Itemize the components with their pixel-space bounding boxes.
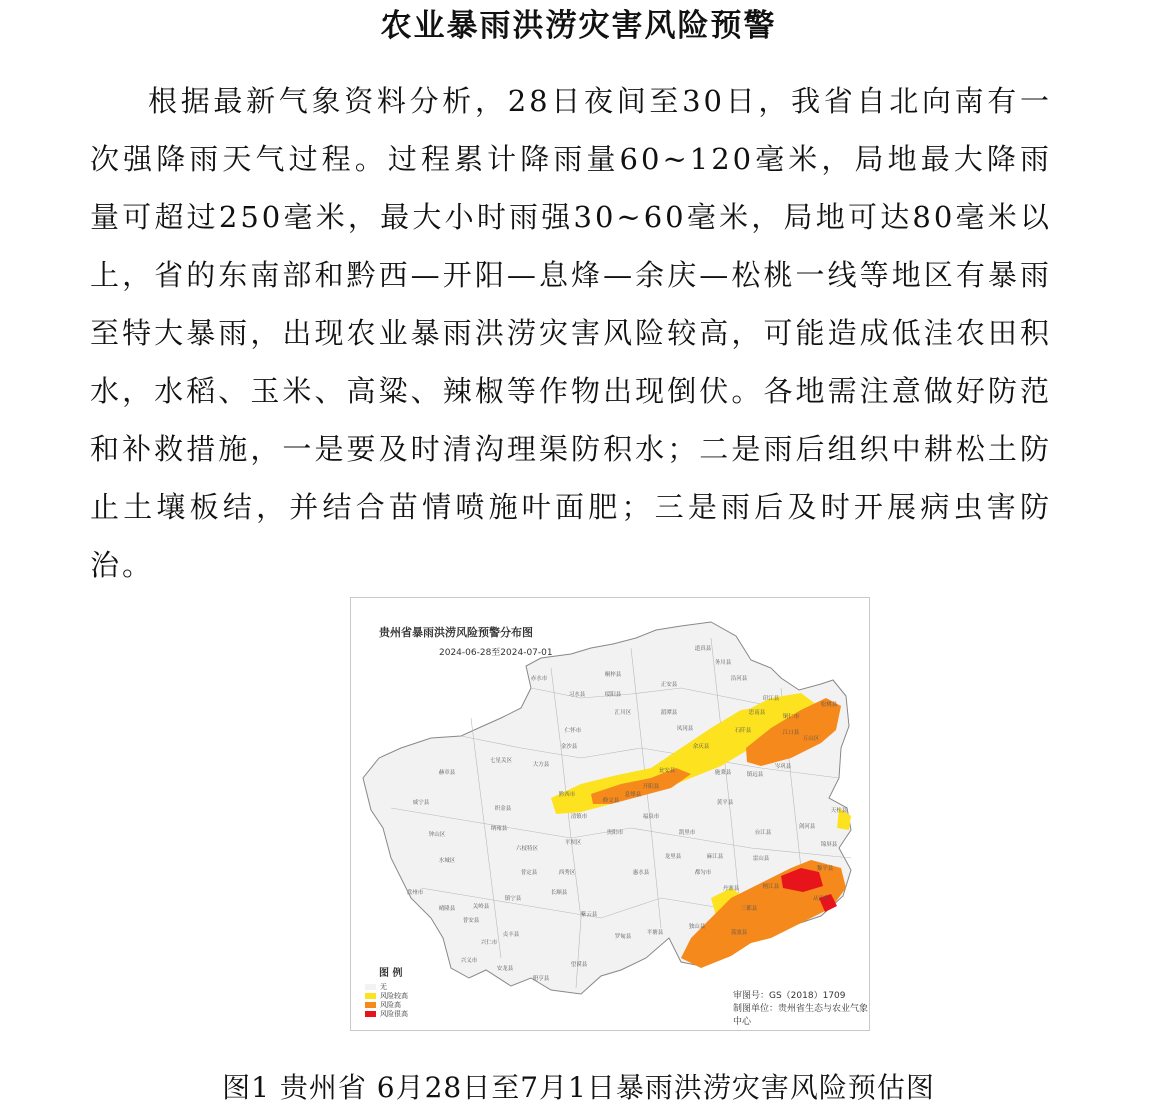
county-label: 岑巩县 [774, 764, 792, 770]
county-label: 荔波县 [730, 930, 748, 936]
county-label: 威宁县 [412, 800, 430, 806]
county-label: 余庆县 [692, 744, 710, 750]
map-producer: 制图单位：贵州省生态与农业气象中心 [733, 1004, 869, 1027]
county-label: 册亨县 [532, 976, 550, 982]
county-label: 思南县 [748, 710, 766, 716]
county-label: 正安县 [660, 682, 678, 688]
county-label: 凤冈县 [676, 726, 694, 732]
county-label: 天柱县 [830, 808, 848, 814]
county-label: 镇远县 [746, 772, 764, 778]
county-label: 仁怀市 [564, 728, 582, 734]
county-label: 雷山县 [752, 856, 770, 862]
county-label: 黎平县 [816, 866, 834, 872]
county-label: 平坝区 [564, 840, 582, 846]
county-label: 三都县 [740, 906, 758, 912]
county-label: 剑河县 [798, 824, 816, 830]
county-label: 六枝特区 [515, 846, 539, 852]
document-title: 农业暴雨洪涝灾害风险预警 [380, 8, 777, 44]
county-label: 七星关区 [489, 758, 513, 764]
county-label: 罗甸县 [614, 934, 632, 940]
county-label: 道真县 [694, 646, 712, 652]
county-label: 盘州市 [406, 890, 424, 896]
county-label: 贵阳市 [606, 830, 624, 836]
county-label: 黔西市 [558, 792, 576, 798]
county-label: 桐梓县 [604, 672, 622, 678]
county-label: 修文县 [602, 798, 620, 804]
county-label: 习水县 [568, 692, 586, 698]
county-label: 惠水县 [632, 870, 650, 876]
county-label: 关岭县 [472, 904, 490, 910]
county-label: 息烽县 [624, 792, 642, 798]
county-label: 织金县 [494, 806, 512, 812]
county-label: 赫章县 [438, 770, 456, 776]
county-label: 赤水市 [530, 676, 548, 682]
county-label: 晴隆县 [438, 906, 456, 912]
risk-map-figure [350, 597, 870, 1031]
county-label: 务川县 [714, 660, 732, 666]
county-label: 开阳县 [642, 784, 660, 790]
county-label: 丹寨县 [722, 886, 740, 892]
legend-swatch [365, 1011, 376, 1017]
legend-label: 风险很高 [380, 1009, 408, 1018]
county-label: 钟山区 [428, 832, 446, 838]
county-label: 大方县 [532, 762, 550, 768]
county-label: 汇川区 [614, 710, 632, 716]
county-label: 榕江县 [762, 884, 780, 890]
county-label: 西秀区 [558, 870, 576, 876]
figure-caption: 图1 贵州省 6月28日至7月1日暴雨洪涝灾害风险预估图 [222, 1071, 935, 1104]
county-label: 福泉市 [642, 814, 660, 820]
legend-label: 风险高 [380, 1000, 401, 1009]
county-label: 印江县 [762, 696, 780, 702]
county-label: 金沙县 [560, 744, 578, 750]
county-label: 紫云县 [580, 912, 598, 918]
map-legend [365, 964, 408, 1018]
county-label: 松桃县 [820, 702, 838, 708]
county-label: 普定县 [520, 870, 538, 876]
county-label: 安龙县 [496, 966, 514, 972]
county-label: 沿河县 [730, 676, 748, 682]
legend-item-very-high [365, 1009, 408, 1018]
county-label: 万山区 [802, 736, 820, 742]
county-label: 都匀市 [694, 870, 712, 876]
county-label: 施秉县 [714, 770, 732, 776]
county-label: 贞丰县 [502, 932, 520, 938]
county-label: 望谟县 [570, 962, 588, 968]
map-title: 贵州省暴雨洪涝风险预警分布图 [379, 626, 533, 639]
county-label: 清镇市 [570, 814, 588, 820]
legend-swatch [365, 993, 376, 999]
county-label: 纳雍县 [490, 826, 508, 832]
county-label: 龙里县 [664, 854, 682, 860]
county-label: 兴义市 [460, 958, 478, 964]
county-label: 绥阳县 [604, 692, 622, 698]
legend-label: 无 [380, 982, 387, 991]
county-label: 独山县 [688, 924, 706, 930]
county-label: 镇宁县 [504, 896, 522, 902]
county-label: 水城区 [438, 858, 456, 864]
county-label: 普安县 [462, 918, 480, 924]
county-label: 石阡县 [734, 728, 752, 734]
approval-number: 审图号：GS（2018）1709 [733, 991, 846, 1001]
county-label: 瓮安县 [658, 768, 676, 774]
county-label: 兴仁市 [480, 940, 498, 946]
county-label: 长顺县 [550, 890, 568, 896]
legend-label: 风险较高 [380, 991, 408, 1000]
map-date-range: 2024-06-28至2024-07-01 [439, 648, 553, 658]
legend-swatch [365, 1002, 376, 1008]
county-label: 台江县 [754, 830, 772, 836]
map-credits [733, 990, 869, 1029]
legend-swatch [365, 984, 376, 990]
county-label: 铜仁市 [782, 714, 800, 720]
county-label: 凯里市 [678, 830, 696, 836]
legend-title: 图 例 [379, 968, 403, 979]
county-label: 麻江县 [706, 854, 724, 860]
county-label: 江口县 [782, 730, 800, 736]
county-label: 黄平县 [716, 800, 734, 806]
county-label: 从江县 [812, 896, 830, 902]
county-label: 湄潭县 [660, 710, 678, 716]
county-label: 锦屏县 [820, 842, 838, 848]
guizhou-map [351, 598, 869, 1030]
county-label: 平塘县 [646, 930, 664, 936]
body-paragraph: 根据最新气象资料分析，28日夜间至30日，我省自北向南有一次强降雨天气过程。过程累计降雨量60~120毫米，局地最大降雨量可超过250毫米，最大小时雨强30~60毫米，局地可达80毫米以上，省的东南部和黔西—开阳—息烽—余庆—松桃一线等地区有暴雨至特大暴雨，出现农业暴雨洪涝灾害风险较高，可能造成低洼农田积水，水稻、玉米、高粱、辣椒等作物出现倒伏。各地需注意做好防范和补救措施，一是要及时清沟理渠防积水；二是雨后组织中耕松土防止土壤板结，并结合苗情喷施叶面肥；三是雨后及时开展病虫害防治。 [90, 84, 1052, 582]
